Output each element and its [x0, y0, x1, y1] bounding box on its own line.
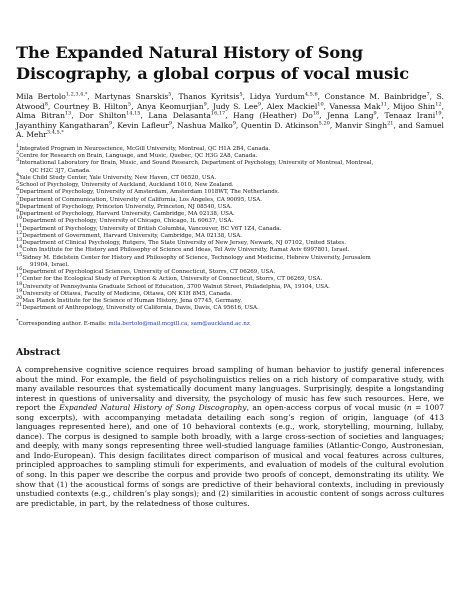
author-affiliation-marker: 9 — [232, 120, 236, 127]
corresponding-marker: * — [16, 317, 19, 324]
affiliation-item — [16, 244, 444, 254]
affiliation-number: 14 — [16, 244, 23, 251]
affiliation-item — [16, 157, 444, 175]
affiliation-number: 13 — [16, 237, 23, 244]
affiliation-number: 7 — [16, 193, 20, 200]
affiliation-item — [16, 273, 444, 283]
affiliation-number: 15 — [16, 251, 23, 258]
author-affiliation-marker: 9 — [168, 120, 172, 127]
affiliation-item — [16, 186, 444, 196]
affiliation-text: Sidney M. Edelstein Center for History and Philosophy of Science, Technology and Medicine, Hebrew University, Jerusalem — [22, 254, 371, 261]
author-affiliation-marker: 5 — [168, 91, 172, 98]
affiliation-text: Department of Psychology, University of Amsterdam, Amsterdam 1018WT, The Netherlands. — [19, 189, 280, 196]
author-name-text: and Samuel A. Mehr — [16, 120, 444, 140]
affiliation-number: 16 — [16, 266, 23, 273]
affiliation-list — [16, 143, 444, 313]
affiliation-item — [16, 302, 444, 312]
affiliation-number: 3 — [16, 157, 20, 164]
author-name-text: Kevin Lafleur — [117, 120, 169, 130]
affiliation-text: Centre for Research on Brain, Language, and Music, Quebec, QC H3G 2A8, Canada. — [19, 153, 258, 160]
abstract-part-1: A comprehensive cognitive science requires broad sampling of human behavior to justify general inferences about the mind. For example, the field of psycholinguistics relies on a rich history of comparative study, with many available resources that systematically document many languages. Surprisingly, despite a longstanding interest in questions of universality and diversity, the psychology of music has few such resources. Here, we report the — [16, 364, 444, 413]
author-name — [267, 102, 324, 111]
author-name — [117, 121, 172, 130]
author-name — [94, 92, 171, 101]
author-name-text: Manvir Singh — [334, 120, 388, 130]
author-affiliation-marker: 18 — [312, 110, 320, 117]
abstract-part-3: = 1007 song excerpts), with accompanying metadata detailing each song’s region of origin, language (of 413 languages represented here), and one of 10 behavioral contexts (e.g., work, storytelling, mourning, lullaby, dance). The corpus is designed to sample both broadly, with a large cross-section of societies and languages; and deeply, with many songs representing three well-studied language families (Atlantic-Congo, Austronesian, and Indo-European). This design facilitates direct comparison of musical and vocal features across cultures, principled approaches to sampling stimuli for experiments, and evaluation of models of the cultural evolution of song. In this paper we describe the corpus and provide two proofs of concept, demonstrating its utility. We show that (1) the acoustical forms of songs are predictive of their behavioral contexts, including in previously unstudied contexts (e.g., children’s play songs); and (2) similarities in acoustic content of songs across cultures are predictable, in part, by the relatedness of those cultures. — [16, 403, 445, 508]
affiliation-text: International Laboratory for Brain, Music, and Sound Research, Department of Psychology, University of Montreal, Montreal, — [19, 160, 374, 167]
author-name-text: Thanos Kyritsis — [178, 92, 240, 101]
affiliation-text: Cohn Institute for the History and Philosophy of Science and Ideas, Tel Aviv University, Ramat Aviv 6997801, Israel. — [22, 247, 350, 254]
author-name — [148, 111, 225, 120]
affiliation-text: Yale Child Study Center, Yale University, New Haven, CT 06520, USA. — [19, 174, 217, 181]
author-affiliation-marker: 11 — [380, 101, 387, 108]
author-name — [335, 121, 394, 130]
author-name — [79, 111, 140, 120]
affiliation-item — [16, 215, 444, 225]
author-affiliation-marker: 5 — [127, 101, 132, 108]
affiliation-text: Department of Psychology, University of British Columbia, Vancouver, BC V6T 1Z4, Canada. — [22, 225, 282, 232]
affiliation-text: Department of Psychology, University of Chicago, Chicago, IL 60637, USA. — [22, 218, 234, 225]
affiliation-text: Center for the Ecological Study of Perception & Action, University of Connecticut, Storrs, CT 06269, USA. — [22, 276, 323, 283]
author-name-text: S. Atwood — [16, 92, 444, 111]
author-name-text: Anya Keomurjian — [136, 101, 204, 111]
author-name — [16, 92, 87, 101]
author-name — [177, 121, 236, 130]
author-affiliation-marker: 7 — [426, 91, 430, 98]
abstract-text — [16, 365, 444, 508]
corresponding-author-note — [16, 317, 444, 328]
author-affiliation-marker: 5,20 — [318, 120, 330, 127]
author-affiliation-marker: 9 — [373, 110, 377, 117]
affiliation-number: 21 — [16, 302, 23, 309]
affiliation-number: 20 — [16, 295, 23, 302]
affiliation-number: 4 — [16, 172, 20, 179]
author-name-text: Tenaaz Irani — [384, 111, 436, 121]
author-name — [54, 102, 131, 111]
author-affiliation-marker: 14,15 — [126, 110, 141, 117]
affiliation-number: 8 — [16, 201, 20, 208]
author-name — [393, 102, 442, 111]
affiliation-text-continued: QC H2C 3J7, Canada. — [30, 167, 91, 174]
affiliation-text: Department of Communication, University of California, Los Angeles, CA 90095, USA. — [19, 196, 263, 203]
affiliation-number: 10 — [16, 215, 23, 222]
email-link-bertolo[interactable]: mila.bertolo@mail.mcgill.ca — [108, 320, 188, 327]
author-name — [16, 121, 112, 130]
author-name-text: Alex Mackiel — [266, 101, 318, 111]
author-name — [250, 92, 318, 101]
paper-title: The Expanded Natural History of Song Discography, a global corpus of vocal music — [16, 43, 409, 83]
affiliation-item — [16, 280, 444, 291]
author-affiliation-marker: 10 — [317, 101, 324, 108]
affiliation-text: Max Planck Institute for the Science of Human History, Jena 07745, Germany. — [22, 298, 242, 305]
affiliation-text: Department of Clinical Psychology, Rutgers, The State University of New Jersey, Newark, NJ 07102, United States. — [22, 240, 347, 247]
author-name-text: Judy S. Lee — [212, 101, 258, 111]
author-name-text: Martynas Snarskis — [94, 92, 169, 101]
corpus-name: Expanded Natural History of Song Discography — [59, 403, 247, 413]
author-name — [385, 111, 442, 120]
author-name — [327, 111, 377, 120]
author-name — [213, 102, 261, 111]
abstract-heading: Abstract — [16, 346, 61, 358]
author-affiliation-marker: 3,4,5,* — [46, 129, 64, 136]
affiliation-text: Department of Government, Harvard University, Cambridge, MA 02138, USA. — [22, 232, 243, 239]
affiliation-text: Department of Psychological Sciences, University of Connecticut, Storrs, CT 06269, USA. — [22, 269, 276, 276]
author-name-text: Mijoo Shin — [392, 101, 436, 111]
author-affiliation-marker: 5 — [239, 91, 243, 98]
author-affiliation-marker: 9 — [108, 120, 113, 127]
email-link-mehr[interactable]: sam@auckland.ac.nz — [190, 320, 250, 327]
email-separator: , — [187, 320, 191, 327]
author-name — [179, 92, 243, 101]
affiliation-number: 6 — [16, 186, 20, 193]
affiliation-number: 19 — [16, 288, 23, 295]
author-affiliation-marker: 9 — [203, 101, 207, 108]
author-name-text: Jayanthiny Kangatharan — [16, 120, 109, 130]
author-name-text: Lana Delasanta — [148, 111, 211, 121]
affiliation-item — [16, 193, 444, 204]
author-name-text: Dor Shilton — [79, 111, 127, 121]
author-affiliation-marker: 4,5,6 — [304, 91, 318, 98]
affiliation-number: 5 — [16, 179, 20, 186]
author-list: Mila Bertolo$^{1,2,3,4,*}$, Martynas Snarskis$^5$, Thanos Kyritsis$^5$, Lidya Yurdum$^{4,5,6}$, Constance M. Bainbridge$^7$, S. Atwood$^8$, Courtney B. Hilton$^5$, Anya Keomurjian$^9$, Judy S. Lee$^9$, Alex Mackiel$^{10}$, Vanessa Mak$^{11}$, Mijoo Shin$^{12}$, Alma Bitran$^{13}$, Dor Shilton$^{14,15}$, Lana Delasanta$^{16,17}$, Hang (Heather) Do$^{18}$, Jenna Lang$^9$, Tenaaz Irani$^{19}$, Jayanthiny Kangatharan$^9$, Kevin Lafleur$^9$, Nashua Malko$^9$, Quentin D. Atkinson$^{5,20}$, Manvir Singh$^{21}$, and Samuel A. Mehr$^{3,4,5,*}$ — [16, 91, 444, 140]
author-name — [325, 92, 430, 101]
affiliation-text: Department of Psychology, Harvard University, Cambridge, MA 02138, USA. — [19, 211, 235, 218]
author-name — [233, 111, 319, 120]
affiliation-text: University of Ottawa, Faculty of Medicine, Ottawa, ON K1H 8M5, Canada. — [22, 290, 232, 297]
affiliation-number: 17 — [16, 273, 23, 280]
author-name — [330, 102, 387, 111]
affiliation-text-continued: 91904, Israel. — [30, 261, 69, 268]
abstract-part-2: , an open-access corpus of vocal music ( — [246, 403, 407, 413]
author-name-text: Jenna Lang — [327, 111, 374, 121]
author-name — [241, 121, 330, 130]
author-affiliation-marker: 21 — [387, 120, 394, 127]
sample-size-variable: n — [406, 403, 412, 413]
author-name-text: Hang (Heather) Do — [233, 111, 313, 121]
author-affiliation-marker: 19 — [435, 110, 442, 117]
affiliation-text: Department of Anthropology, University of California, Davis, Davis, CA 95616, USA. — [22, 305, 259, 312]
author-name-text: Quentin D. Atkinson — [240, 120, 319, 130]
paper-page — [16, 14, 444, 508]
affiliation-number: 11 — [16, 222, 23, 229]
author-name — [137, 102, 207, 111]
author-name-text: Alma Bitran — [16, 111, 65, 121]
author-name-text: Mila Bertolo — [16, 92, 66, 101]
affiliation-item — [16, 222, 444, 233]
author-affiliation-marker: 1,2,3,4,* — [65, 91, 88, 98]
affiliation-number: 1 — [16, 143, 20, 150]
author-name-text: Nashua Malko — [177, 120, 233, 130]
affiliation-text: University of Pennsylvania Graduate School of Education, 3700 Walnut Street, Philadelphia, PA, 19104, USA. — [22, 283, 330, 290]
author-affiliation-marker: 13 — [64, 110, 72, 117]
author-affiliation-marker: 16,17 — [210, 110, 226, 117]
affiliation-number: 12 — [16, 230, 23, 237]
affiliation-number: 2 — [16, 150, 20, 157]
affiliation-text: School of Psychology, University of Auckland, Auckland 1010, New Zealand. — [19, 182, 234, 189]
author-name-text: Courtney B. Hilton — [53, 101, 128, 111]
corresponding-label: Corresponding author. E-mails: — [18, 320, 109, 327]
affiliation-number: 9 — [16, 208, 20, 215]
author-name-text: Constance M. Bainbridge — [324, 92, 427, 101]
author-affiliation-marker: 9 — [257, 101, 262, 108]
author-affiliation-marker: 8 — [44, 101, 48, 108]
author-name-text: Lidya Yurdum — [249, 92, 305, 101]
affiliation-number: 18 — [16, 280, 23, 287]
author-affiliation-marker: 12 — [435, 101, 442, 108]
affiliation-text: Department of Psychology, Princeton University, Princeton, NJ 08540, USA. — [19, 203, 233, 210]
author-name-text: Vanessa Mak — [329, 101, 381, 111]
author-name — [16, 111, 71, 120]
affiliation-text: Integrated Program in Neuroscience, McGill University, Montreal, QC H1A 2B4, Canada. — [19, 145, 271, 152]
